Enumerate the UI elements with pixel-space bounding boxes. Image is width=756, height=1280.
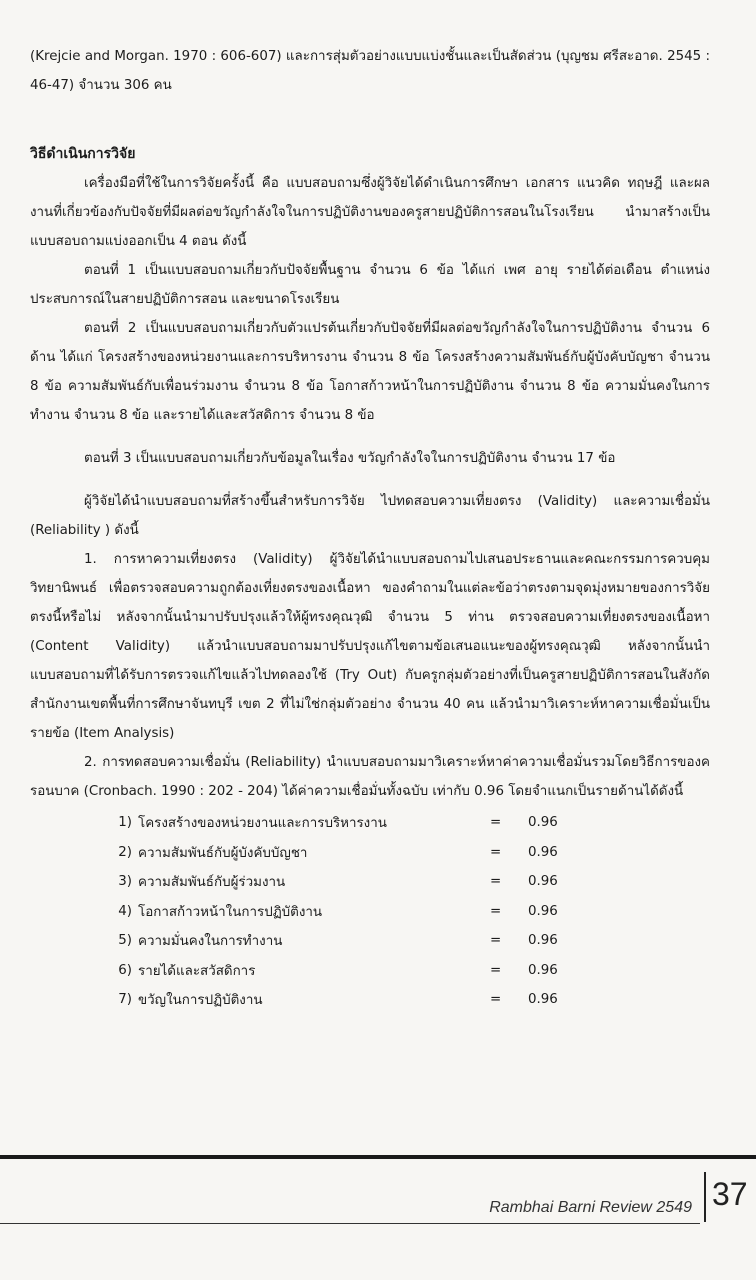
list-item-label: ขวัญในการปฏิบัติงาน xyxy=(138,993,263,1009)
page-content xyxy=(30,42,710,1015)
list-item-number: 7) xyxy=(118,992,132,1008)
list-item-value: 0.96 xyxy=(528,962,558,978)
list-item-equals: = xyxy=(490,815,502,831)
list-item-equals: = xyxy=(490,874,502,890)
list-item xyxy=(110,926,710,956)
list-item-label: รายได้และสวัสดิการ xyxy=(138,963,256,979)
list-item-equals: = xyxy=(490,962,502,978)
list-item-equals: = xyxy=(490,933,502,949)
list-item-equals: = xyxy=(490,844,502,860)
list-item-equals: = xyxy=(490,992,502,1008)
list-item-number: 1) xyxy=(118,815,132,831)
section-heading: วิธีดำเนินการวิจัย xyxy=(30,146,136,162)
list-item-value: 0.96 xyxy=(528,903,558,919)
footer-underline xyxy=(0,1223,700,1224)
paragraph-part3: ตอนที่ 3 เป็นแบบสอบถามเกี่ยวกับข้อมูลในเรื่อง ขวัญกำลังใจในการปฏิบัติงาน จำนวน 17 ข้อ xyxy=(84,451,616,466)
intro-paragraph: (Krejcie and Morgan. 1970 : 606-607) และการสุ่มตัวอย่างแบบแบ่งชั้นและเป็นสัดส่วน (บุญชม ศรีสะอาด. 2545 : 46-47) จำนวน 306 คน xyxy=(30,49,710,93)
list-item-label: โครงสร้างของหน่วยงานและการบริหารงาน xyxy=(138,816,387,832)
journal-title: Rambhai Barni Review 2549 xyxy=(489,1199,692,1216)
paragraph-instruments: เครื่องมือที่ใช้ในการวิจัยครั้งนี้ คือ แบบสอบถามซึ่งผู้วิจัยได้ดำเนินการศึกษา เอกสาร แนวคิด ทฤษฎี และผลงานที่เกี่ยวข้องกับปัจจัยที่มีผลต่อขวัญกำลังใจในการปฏิบัติงานของครูสายปฏิบัติการสอนในโรงเรียน นำมาสร้างเป็นแบบสอบถามแบ่งออกเป็น 4 ตอน ดังนี้ xyxy=(30,176,710,249)
list-item xyxy=(110,985,710,1015)
page-number: 37 xyxy=(712,1176,748,1212)
list-item-label: ความสัมพันธ์กับผู้บังคับบัญชา xyxy=(138,845,308,861)
list-item-number: 5) xyxy=(118,933,132,949)
list-item-number: 3) xyxy=(118,874,132,890)
list-item-value: 0.96 xyxy=(528,874,558,890)
paragraph-part1: ตอนที่ 1 เป็นแบบสอบถามเกี่ยวกับปัจจัยพื้นฐาน จำนวน 6 ข้อ ได้แก่ เพศ อายุ รายได้ต่อเดือน ตำแหน่ง ประสบการณ์ในสายปฏิบัติการสอน และขนาดโรงเรียน xyxy=(30,263,710,307)
reliability-list xyxy=(30,808,710,1015)
list-item-value: 0.96 xyxy=(528,992,558,1008)
paragraph-part2: ตอนที่ 2 เป็นแบบสอบถามเกี่ยวกับตัวแปรต้นเกี่ยวกับปัจจัยที่มีผลต่อขวัญกำลังใจในการปฏิบัติงาน จำนวน 6 ด้าน ได้แก่ โครงสร้างของหน่วยงานและการบริหารงาน จำนวน 8 ข้อ โครงสร้างความสัมพันธ์กับผู้บังคับบัญชา จำนวน 8 ข้อ ความสัมพันธ์กับเพื่อนร่วมงาน จำนวน 8 ข้อ โอกาสก้าวหน้าในการปฏิบัติงาน จำนวน 8 ข้อ ความมั่นคงในการทำงาน จำนวน 8 ข้อ และรายได้และสวัสดิการ จำนวน 8 ข้อ xyxy=(30,321,710,423)
list-item xyxy=(110,838,710,868)
paragraph-testing: ผู้วิจัยได้นำแบบสอบถามที่สร้างขึ้นสำหรับการวิจัย ไปทดสอบความเที่ยงตรง (Validity) และความเชื่อมั่น (Reliability ) ดังนี้ xyxy=(30,494,710,538)
list-item-label: ความสัมพันธ์กับผู้ร่วมงาน xyxy=(138,875,286,891)
list-item-label: โอกาสก้าวหน้าในการปฏิบัติงาน xyxy=(138,904,323,920)
list-item-number: 6) xyxy=(118,962,132,978)
paragraph-reliability: 2. การทดสอบความเชื่อมั่น (Reliability) นำแบบสอบถามมาวิเคราะห์หาค่าความเชื่อมั่นรวมโดยวิธีการของครอนบาค (Cronbach. 1990 : 202 - 204) ได้ค่าความเชื่อมั่นทั้งฉบับ เท่ากับ 0.96 โดยจำแนกเป็นรายด้านได้ดังนี้ xyxy=(30,755,710,799)
list-item-value: 0.96 xyxy=(528,844,558,860)
footer-rule xyxy=(0,1155,756,1159)
list-item-value: 0.96 xyxy=(528,933,558,949)
list-item-number: 4) xyxy=(118,903,132,919)
list-item-value: 0.96 xyxy=(528,815,558,831)
page-number-divider xyxy=(704,1172,706,1222)
list-item-number: 2) xyxy=(118,844,132,860)
list-item xyxy=(110,808,710,838)
list-item xyxy=(110,897,710,927)
list-item xyxy=(110,956,710,986)
list-item-equals: = xyxy=(490,903,502,919)
list-item-label: ความมั่นคงในการทำงาน xyxy=(138,934,283,950)
paragraph-validity: 1. การหาความเที่ยงตรง (Validity) ผู้วิจัยได้นำแบบสอบถามไปเสนอประธานและคณะกรรมการควบคุมวิทยานิพนธ์ เพื่อตรวจสอบความถูกต้องเที่ยงตรงของเนื้อหา ของคำถามในแต่ละข้อว่าตรงตามจุดมุ่งหมายของการวิจัยตรงนี้หรือไม่ หลังจากนั้นนำมาปรับปรุงแล้วให้ผู้ทรงคุณวุฒิ จำนวน 5 ท่าน ตรวจสอบความเที่ยงตรงของเนื้อหา (Content Validity) แล้วนำแบบสอบถามมาปรับปรุงแก้ไขตามข้อเสนอแนะของผู้ทรงคุณวุฒิ หลังจากนั้นนำแบบสอบถามที่ได้รับการตรวจแก้ไขแล้วไปทดลองใช้ (Try Out) กับครูกลุ่มตัวอย่างที่เป็นครูสายปฏิบัติการสอนในสังกัดสำนักงานเขตพื้นที่การศึกษาจันทบุรี เขต 2 ที่ไม่ใช่กลุ่มตัวอย่าง จำนวน 40 คน แล้วนำมาวิเคราะห์หาความเชื่อมั่นเป็นรายข้อ (Item Analysis) xyxy=(30,552,710,741)
list-item xyxy=(110,867,710,897)
